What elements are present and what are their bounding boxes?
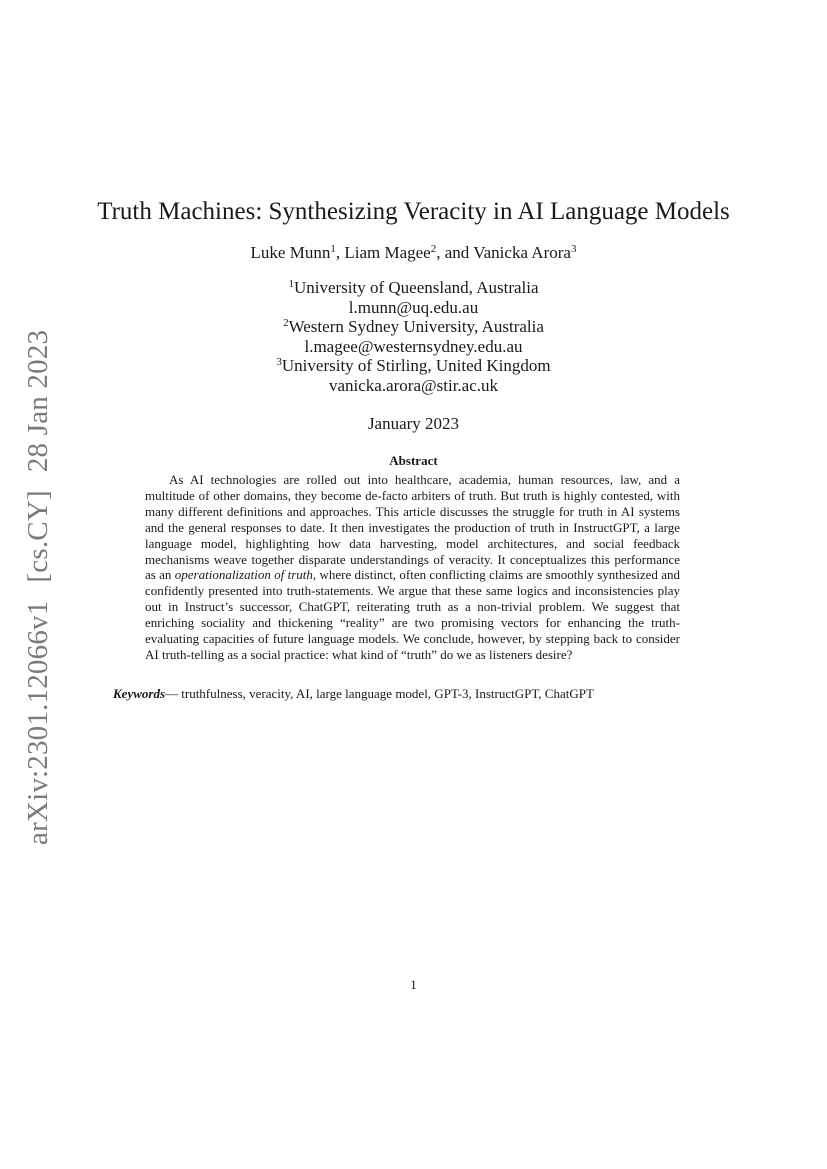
abstract-part-2: , where distinct, often conflicting claims are smoothly synthesized and confidently presented into truth-statements. We argue that these same logics and inconsistencies play out in Instruct’s successor, ChatGPT, reiterating truth as a non-trivial problem. We suggest that enriching sociality and thickening “reality” are two promising vectors for enhancing the truth-evaluating capacities of future language models. We conclude, however, by stepping back to consider AI truth-telling as a social practice: what kind of “truth” do we as listeners desire? [145, 567, 680, 662]
affiliation-mark: 2 [283, 317, 289, 329]
affiliation-email: vanicka.arora@stir.ac.uk [328, 375, 499, 395]
affiliation-mark: 3 [276, 356, 282, 368]
keywords-line [113, 686, 713, 702]
keywords-text: — truthfulness, veracity, AI, large language model, GPT-3, InstructGPT, ChatGPT [165, 686, 594, 701]
affiliation-email: l.munn@uq.edu.au [348, 297, 479, 317]
arxiv-identifier-stamp [22, 330, 55, 845]
affiliation-institution [0, 317, 827, 337]
affiliation-list [0, 278, 827, 395]
author-separator: , and [436, 243, 474, 262]
affiliation-institution [0, 356, 827, 376]
author-affiliation-mark: 3 [570, 243, 577, 255]
keywords-label: Keywords [113, 686, 165, 701]
affiliation-institution [0, 278, 827, 298]
institution-name: Western Sydney University, Australia [288, 317, 544, 336]
institution-name: University of Stirling, United Kingdom [281, 356, 551, 375]
author-affiliation-mark: 2 [430, 243, 437, 255]
affiliation-mark: 1 [288, 278, 294, 290]
page-number: 1 [410, 977, 417, 992]
abstract-heading: Abstract [389, 453, 438, 468]
abstract-text [145, 472, 680, 663]
author-name: Liam Magee [344, 243, 431, 262]
arxiv-date: 28 Jan 2023 [22, 329, 54, 473]
publication-date: January 2023 [367, 414, 460, 433]
author-affiliation-mark: 1 [330, 243, 336, 255]
arxiv-category: [cs.CY] [22, 490, 54, 583]
abstract-emphasis: operationalization of truth [174, 567, 313, 583]
author-separator: , [335, 243, 345, 262]
arxiv-id: arXiv:2301.12066v1 [22, 600, 54, 845]
author-name: Vanicka Arora [473, 243, 571, 262]
author-name: Luke Munn [250, 243, 331, 262]
author-list [0, 243, 827, 263]
abstract-part-1: As AI technologies are rolled out into healthcare, academia, human resources, law, and a multitude of other domains, they become de-facto arbiters of truth. But truth is highly contested, with many different definitions and approaches. This article discusses the struggle for truth in AI systems and the general responses to date. It then investigates the production of truth in InstructGPT, a large language model, highlighting how data harvesting, model architectures, and social feedback mechanisms weave together disparate understandings of veracity. It conceptualizes this performance as an [145, 472, 680, 583]
paper-title: Truth Machines: Synthesizing Veracity in AI Language Models [97, 198, 730, 225]
institution-name: University of Queensland, Australia [293, 278, 539, 297]
affiliation-email: l.magee@westernsydney.edu.au [304, 336, 523, 356]
